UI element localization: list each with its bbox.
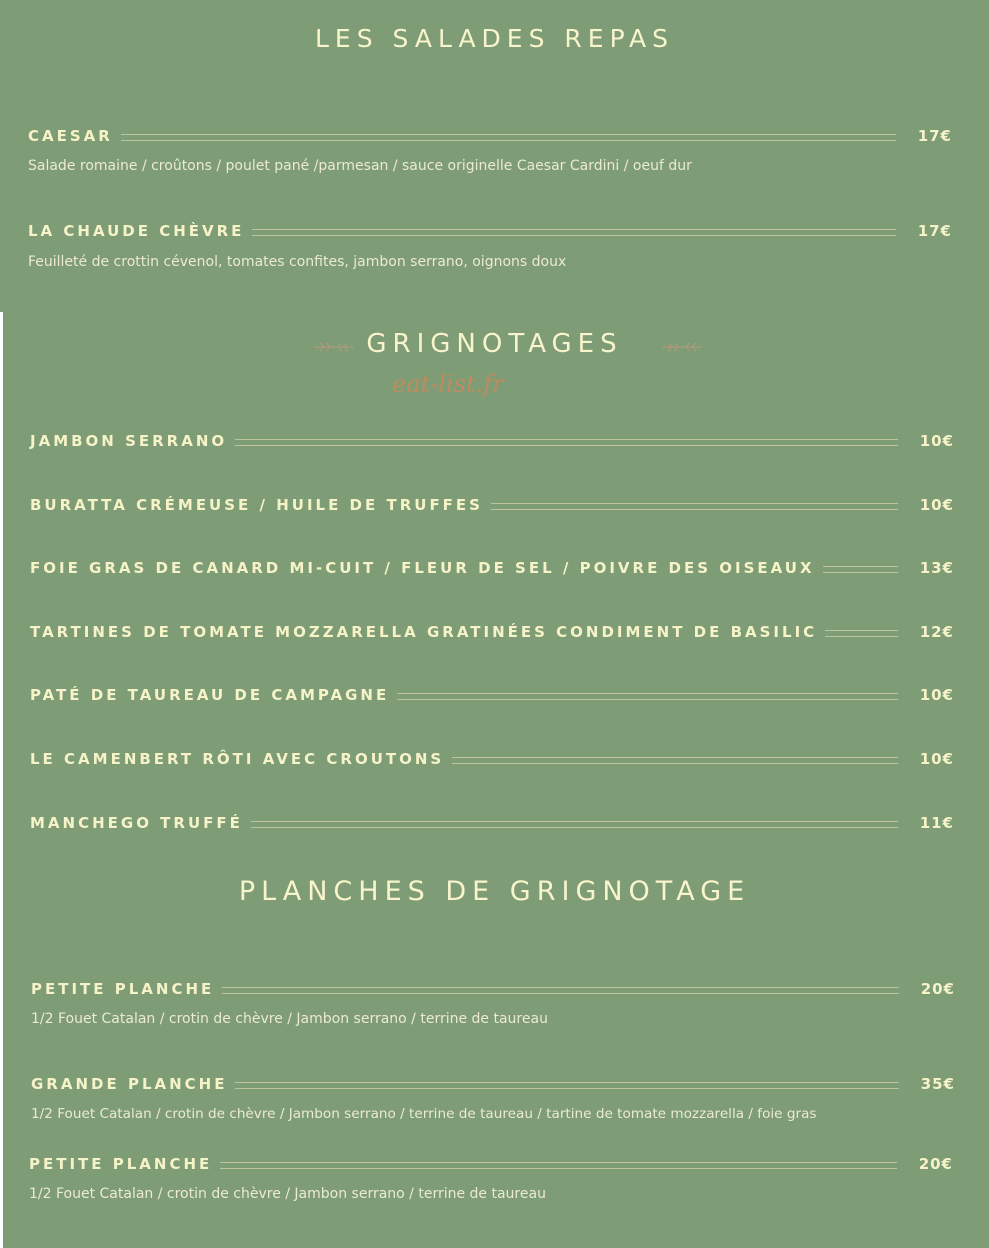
item-name: PETITE PLANCHE [29,1155,213,1173]
menu-item-grande-planche [31,1074,955,1094]
menu-item [30,813,954,833]
section-title-planches: PLANCHES DE GRIGNOTAGE [238,876,751,907]
dotted-leader [491,503,898,510]
item-name: LA CHAUDE CHÈVRE [28,222,245,240]
dotted-leader [825,630,898,637]
item-name: BURATTA CRÉMEUSE / HUILE DE TRUFFES [30,496,483,514]
dotted-leader [251,821,898,828]
menu-item-petite-planche [31,979,955,999]
item-description: Feuilleté de crottin cévenol, tomates confites, jambon serrano, oignons doux [28,254,567,270]
item-name: GRANDE PLANCHE [31,1075,228,1093]
menu-item [30,558,954,578]
item-price: 20€ [918,1155,953,1173]
item-name: CAESAR [28,127,113,145]
item-price: 13€ [919,559,954,577]
menu-item-caesar [28,126,952,146]
item-price: 17€ [917,127,952,145]
menu-item [30,431,954,451]
item-name: FOIE GRAS DE CANARD MI-CUIT / FLEUR DE SEL / POIVRE DES OISEAUX [30,559,815,577]
item-price: 12€ [919,623,954,641]
section-title-salades: LES SALADES REPAS [314,24,675,53]
item-description: 1/2 Fouet Catalan / crotin de chèvre / Jambon serrano / terrine de taureau / tartine de tomate mozzarella / foie gras [31,1106,817,1122]
item-price: 17€ [917,222,952,240]
item-name: MANCHEGO TRUFFÉ [30,814,243,832]
item-name: PATÉ DE TAUREAU DE CAMPAGNE [30,686,390,704]
item-price: 10€ [919,686,954,704]
dotted-leader [823,566,898,573]
section-title-grignotages: GRIGNOTAGES [366,329,623,359]
item-description: Salade romaine / croûtons / poulet pané /parmesan / sauce originelle Caesar Cardini / oeuf dur [28,158,692,174]
dotted-leader [252,229,896,236]
item-name: LE CAMENBERT RÔTI AVEC CROUTONS [30,750,445,768]
item-price: 11€ [919,814,954,832]
dotted-leader [397,693,898,700]
dotted-leader [222,987,899,994]
menu-item [30,495,954,515]
item-price: 10€ [919,750,954,768]
dotted-leader [452,757,898,764]
watermark-text: eat-list.fr [392,370,504,398]
dotted-leader [235,439,898,446]
item-name: TARTINES DE TOMATE MOZZARELLA GRATINÉES CONDIMENT DE BASILIC [30,623,818,641]
item-description: 1/2 Fouet Catalan / crotin de chèvre / Jambon serrano / terrine de taureau [31,1011,548,1027]
left-edge-divider [0,312,3,1248]
dotted-leader [235,1082,899,1089]
dotted-leader [220,1162,897,1169]
item-price: 20€ [920,980,955,998]
item-price: 35€ [920,1075,955,1093]
dotted-leader [121,134,896,141]
menu-item [30,622,954,642]
menu-item-petite-planche-2 [29,1154,953,1174]
item-name: JAMBON SERRANO [30,432,228,450]
item-name: PETITE PLANCHE [31,980,215,998]
menu-item [30,749,954,769]
item-description: 1/2 Fouet Catalan / crotin de chèvre / Jambon serrano / terrine de taureau [29,1186,546,1202]
item-price: 10€ [919,432,954,450]
menu-item-chaude-chevre [28,221,952,241]
item-price: 10€ [919,496,954,514]
ornament-right-icon [660,340,704,354]
menu-item [30,685,954,705]
